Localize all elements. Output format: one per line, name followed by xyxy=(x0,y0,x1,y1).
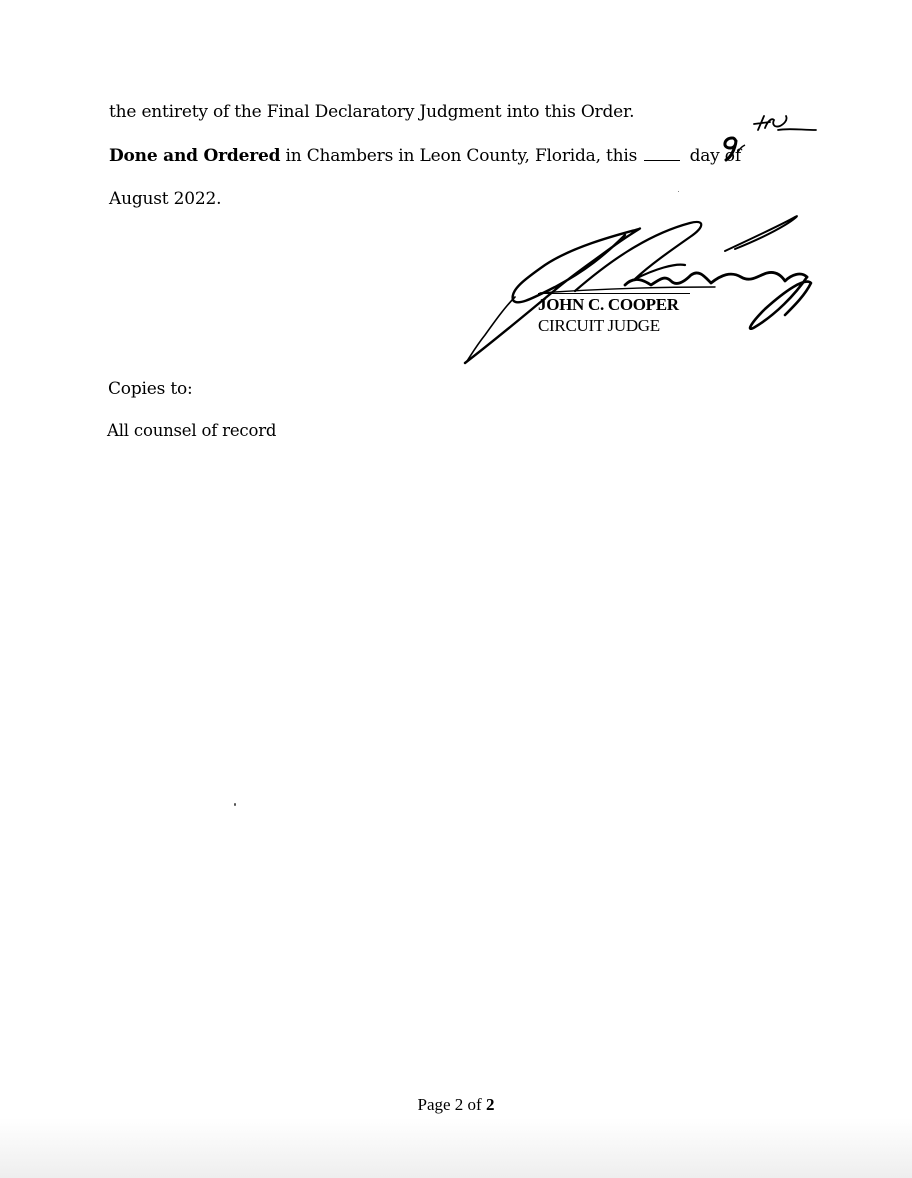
scan-speck-small xyxy=(678,191,679,192)
body-line-1: the entirety of the Final Declaratory Judgment into this Order. xyxy=(109,102,635,122)
page-total: 2 xyxy=(485,1095,495,1114)
bottom-shadow xyxy=(0,1118,912,1178)
chambers-text: in Chambers in Leon County, Florida, this xyxy=(280,146,643,166)
page-number-prefix: Page 2 of xyxy=(417,1095,486,1114)
day-of-text: day of xyxy=(684,146,741,166)
handwritten-day xyxy=(718,108,818,168)
copies-to-label: Copies to: xyxy=(108,379,193,399)
scan-speck xyxy=(234,803,236,806)
judge-title: CIRCUIT JUDGE xyxy=(538,316,660,335)
done-ordered-label: Done and Ordered xyxy=(109,146,281,166)
day-blank xyxy=(644,146,680,161)
body-line-3: August 2022. xyxy=(109,189,222,209)
copies-recipient: All counsel of record xyxy=(107,421,277,440)
signature-block xyxy=(538,294,679,336)
judge-signature-image xyxy=(455,205,825,375)
judge-name: JOHN C. COOPER xyxy=(538,295,679,314)
body-line-2 xyxy=(109,146,813,166)
page-footer xyxy=(0,1095,912,1115)
